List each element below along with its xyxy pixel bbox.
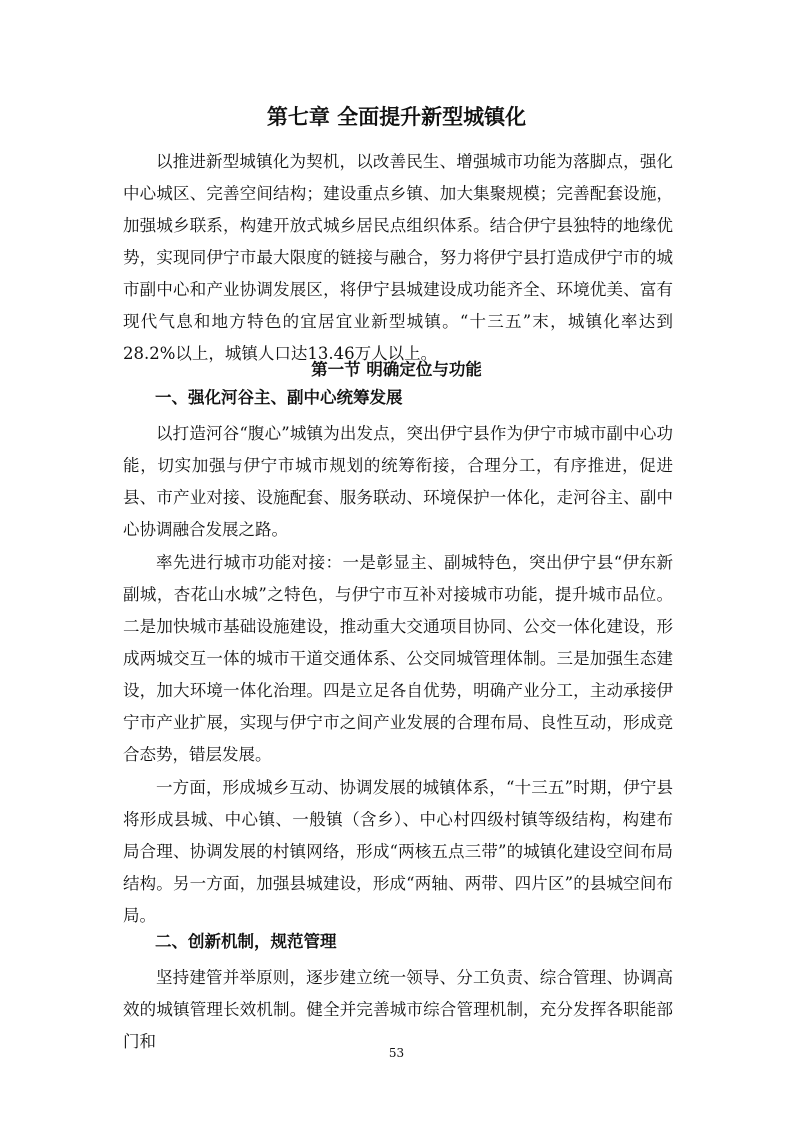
subsection1-paragraph-2: 率先进行城市功能对接：一是彰显主、副城特色，突出伊宁县“伊东新副城，杏花山水城”之特色，与伊宁市互补对接城市功能，提升城市品位。二是加快城市基础设施建设，推动重大交通项目协同、公交一体化建设，形成两城交互一体的城市干道交通体系、公交同城管理体制。三是加强生态建设，加大环境一体化治理。四是立足各自优势，明确产业分工，主动承接伊宁市产业扩展，实现与伊宁市之间产业发展的合理布局、良性互动，形成竞合态势，错层发展。 xyxy=(123,553,673,764)
subsection1-paragraph-3: 一方面，形成城乡互动、协调发展的城镇体系，“十三五”时期，伊宁县将形成县城、中心镇、一般镇（含乡）、中心村四级村镇等级结构，构建布局合理、协调发展的村镇网络，形成“两核五点三带”的城镇化建设空间布局结构。另一方面，加强县城建设，形成“两轴、两带、四片区”的县城空间布局。 xyxy=(123,778,673,925)
page-number: 53 xyxy=(388,1046,405,1060)
subsection1-paragraph-1: 以打造河谷“腹心”城镇为出发点，突出伊宁县作为伊宁市城市副中心功能，切实加强与伊宁市城市规划的统筹衔接，合理分工，有序推进，促进县、市产业对接、设施配套、服务联动、环境保护一体化，走河谷主、副中心协调融合发展之路。 xyxy=(123,424,673,539)
subsection-title-1: 一、强化河谷主、副中心统筹发展 xyxy=(155,388,403,407)
chapter-intro-paragraph: 以推进新型城镇化为契机，以改善民生、增强城市功能为落脚点，强化中心城区、完善空间结构；建设重点乡镇、加大集聚规模；完善配套设施，加强城乡联系，构建开放式城乡居民点组织体系。结合伊宁县独特的地缘优势，实现同伊宁市最大限度的链接与融合，努力将伊宁县打造成伊宁市的城市副中心和产业协调发展区，将伊宁县城建设成功能齐全、环境优美、富有现代气息和地方特色的宜居宜业新型城镇。“十三五”末，城镇化率达到28.2%以上，城镇人口达13.46万人以上。 xyxy=(123,152,673,363)
section-title: 第一节 明确定位与功能 xyxy=(311,360,482,379)
subsection2-paragraph-1: 坚持建管并举原则，逐步建立统一领导、分工负责、综合管理、协调高效的城镇管理长效机制。健全并完善城市综合管理机制，充分发挥各职能部门和 xyxy=(123,968,673,1051)
chapter-title: 第七章 全面提升新型城镇化 xyxy=(266,105,527,129)
subsection-title-2: 二、创新机制，规范管理 xyxy=(155,932,337,951)
